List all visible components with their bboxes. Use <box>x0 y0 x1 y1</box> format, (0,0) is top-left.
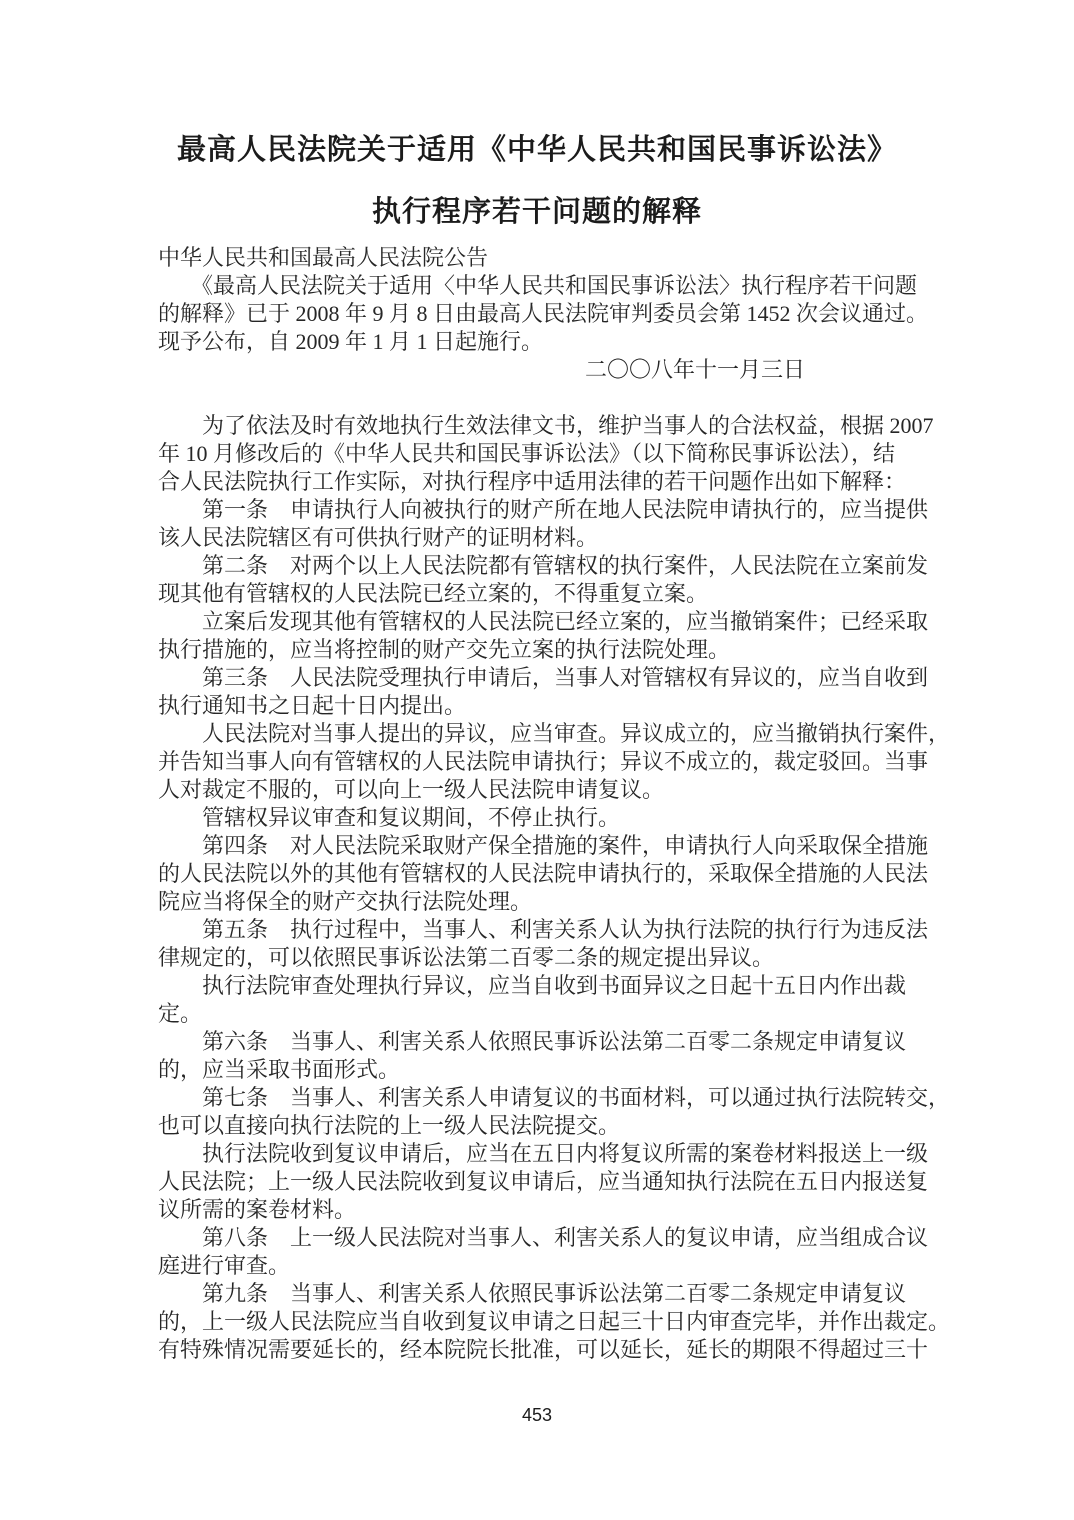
text-line: 《最高人民法院关于适用〈中华人民共和国民事诉讼法〉执行程序若干问题 <box>158 273 918 298</box>
text-line: 的解释》已于 2008 年 9 月 8 日由最高人民法院审判委员会第 1452 次会议通过。 <box>158 301 929 326</box>
document-title-line-2: 执行程序若干问题的解释 <box>371 196 702 228</box>
text-line: 第八条 上一级人民法院对当事人、利害关系人的复议申请，应当组成合议 <box>158 1225 929 1250</box>
text-line: 现予公布，自 2009 年 1 月 1 日起施行。 <box>158 329 544 354</box>
text-line: 年 10 月修改后的《中华人民共和国民事诉讼法》（以下简称民事诉讼法），结 <box>158 441 896 466</box>
text-line: 第二条 对两个以上人民法院都有管辖权的执行案件，人民法院在立案前发 <box>158 553 929 578</box>
text-line: 第四条 对人民法院采取财产保全措施的案件，申请执行人向采取保全措施 <box>158 833 929 858</box>
text-line: 人民法院对当事人提出的异议，应当审查。异议成立的，应当撤销执行案件， <box>158 721 951 746</box>
text-line: 议所需的案卷材料。 <box>158 1197 357 1222</box>
page-number: 453 <box>521 1405 553 1425</box>
text-line: 第六条 当事人、利害关系人依照民事诉讼法第二百零二条规定申请复议 <box>158 1029 907 1054</box>
text-line: 执行通知书之日起十日内提出。 <box>158 693 467 718</box>
promulgation-date: 二〇〇八年十一月三日 <box>584 357 805 382</box>
text-line: 定。 <box>158 1001 203 1026</box>
text-line: 执行法院审查处理执行异议，应当自收到书面异议之日起十五日内作出裁 <box>158 973 907 998</box>
text-line: 执行法院收到复议申请后，应当在五日内将复议所需的案卷材料报送上一级 <box>158 1141 929 1166</box>
document-title-line-1: 最高人民法院关于适用《中华人民共和国民事诉讼法》 <box>176 134 897 166</box>
court-announcement-block <box>158 244 929 356</box>
text-line: 第七条 当事人、利害关系人申请复议的书面材料，可以通过执行法院转交， <box>158 1085 951 1110</box>
text-line: 庭进行审查。 <box>158 1253 291 1278</box>
text-line: 有特殊情况需要延长的，经本院院长批准，可以延长，延长的期限不得超过三十 <box>158 1337 929 1362</box>
text-line: 第一条 申请执行人向被执行的财产所在地人民法院申请执行的，应当提供 <box>158 497 929 522</box>
text-line: 执行措施的，应当将控制的财产交先立案的执行法院处理。 <box>158 637 731 662</box>
text-line: 院应当将保全的财产交执行法院处理。 <box>158 889 533 914</box>
text-line: 律规定的，可以依照民事诉讼法第二百零二条的规定提出异议。 <box>158 945 775 970</box>
text-line: 现其他有管辖权的人民法院已经立案的，不得重复立案。 <box>158 581 709 606</box>
interpretation-body-block <box>158 412 951 1364</box>
text-line: 管辖权异议审查和复议期间，不停止执行。 <box>158 805 621 830</box>
text-line: 中华人民共和国最高人民法院公告 <box>158 245 489 270</box>
text-line: 也可以直接向执行法院的上一级人民法院提交。 <box>158 1113 621 1138</box>
text-line: 人对裁定不服的，可以向上一级人民法院申请复议。 <box>158 777 665 802</box>
text-line: 的，上一级人民法院应当自收到复议申请之日起三十日内审查完毕，并作出裁定。 <box>158 1309 951 1334</box>
text-line: 的，应当采取书面形式。 <box>158 1057 401 1082</box>
text-line: 第三条 人民法院受理执行申请后，当事人对管辖权有异议的，应当自收到 <box>158 665 929 690</box>
text-line: 立案后发现其他有管辖权的人民法院已经立案的，应当撤销案件；已经采取 <box>158 609 929 634</box>
text-line: 第五条 执行过程中，当事人、利害关系人认为执行法院的执行行为违反法 <box>158 917 929 942</box>
text-line: 为了依法及时有效地执行生效法律文书，维护当事人的合法权益，根据 2007 <box>158 413 934 438</box>
text-line: 该人民法院辖区有可供执行财产的证明材料。 <box>158 525 599 550</box>
blank-line <box>0 384 1074 412</box>
text-line: 第九条 当事人、利害关系人依照民事诉讼法第二百零二条规定申请复议 <box>158 1281 907 1306</box>
text-line: 人民法院；上一级人民法院收到复议申请后，应当通知执行法院在五日内报送复 <box>158 1169 929 1194</box>
text-line: 合人民法院执行工作实际，对执行程序中适用法律的若干问题作出如下解释： <box>158 469 907 494</box>
text-line: 并告知当事人向有管辖权的人民法院申请执行；异议不成立的，裁定驳回。当事 <box>158 749 929 774</box>
text-line: 的人民法院以外的其他有管辖权的人民法院申请执行的，采取保全措施的人民法 <box>158 861 929 886</box>
